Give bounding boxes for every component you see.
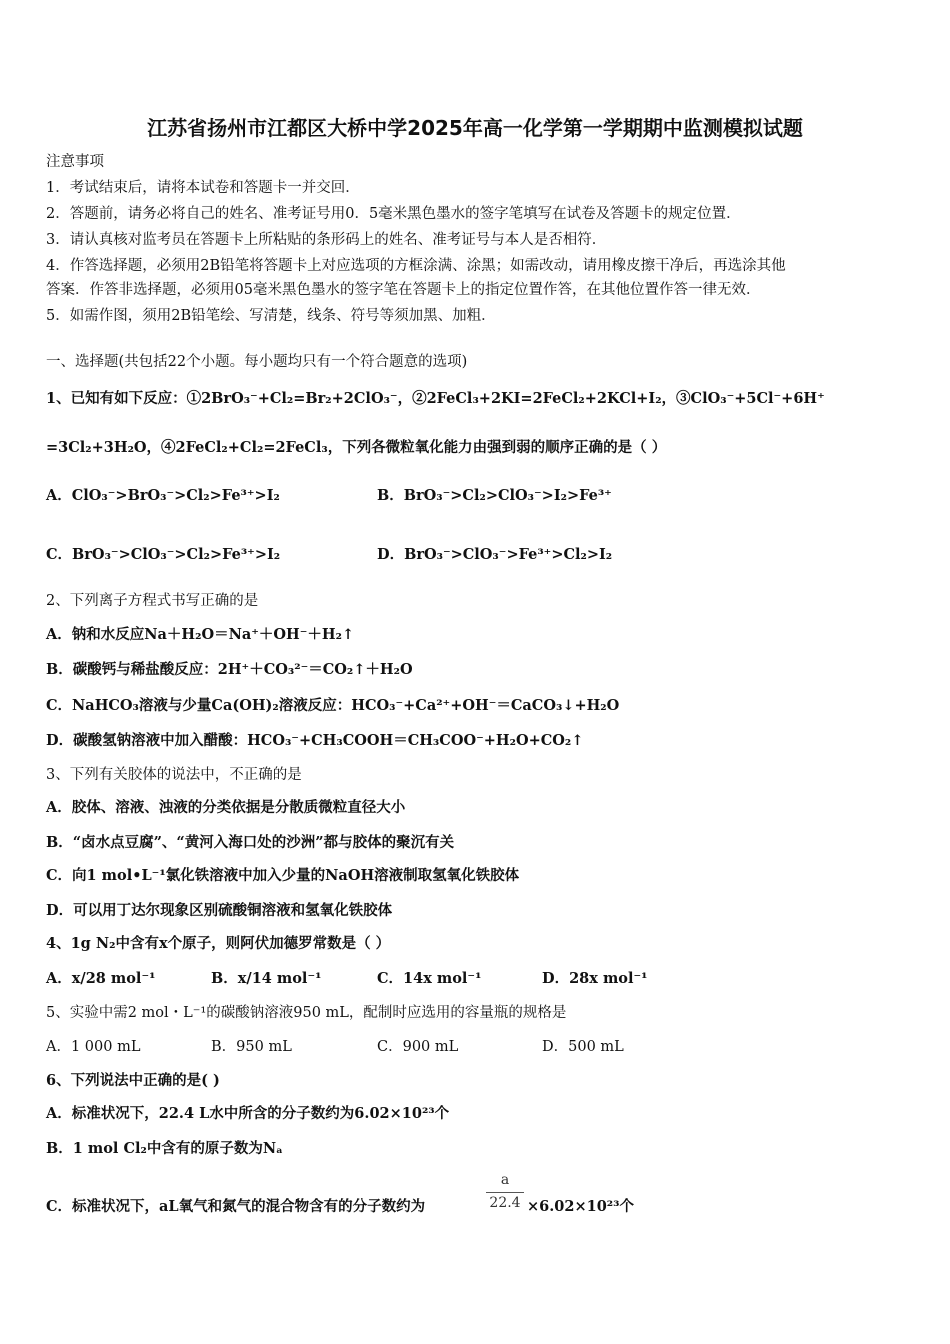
note-item: 4．作答选择题，必须用2B铅笔将答题卡上对应选项的方框涂满、涂黑；如需改动，请用橡皮擦干净后，再选涂其他 (46, 258, 786, 274)
q6-option-c: C．标准状况下，aL氧气和氮气的混合物含有的分子数约为 (46, 1198, 426, 1215)
fraction-denominator: 22.4 (489, 1195, 521, 1211)
q2-stem: 2、下列离子方程式书写正确的是 (46, 593, 259, 609)
q4-option-b: B．x/14 mol⁻¹ (211, 970, 322, 987)
q4-option-a: A．x/28 mol⁻¹ (46, 970, 156, 987)
q5-option-b: B．950 mL (211, 1039, 292, 1055)
q2-option-d: D．碳酸氢钠溶液中加入醋酸：HCO₃⁻+CH₃COOH＝CH₃COO⁻+H₂O+CO₂↑ (46, 732, 584, 749)
fraction-a-over-22-4 (486, 1172, 524, 1211)
fraction-numerator: a (500, 1172, 510, 1188)
q3-stem: 3、下列有关胶体的说法中，不正确的是 (46, 767, 302, 783)
q5-option-c: C．900 mL (377, 1039, 459, 1055)
note-item: 3．请认真核对监考员在答题卡上所粘贴的条形码上的姓名、准考证号与本人是否相符． (46, 232, 607, 248)
q4-option-d: D．28x mol⁻¹ (542, 970, 648, 987)
q1-option-a: A．ClO₃⁻>BrO₃⁻>Cl₂>Fe³⁺>I₂ (46, 487, 280, 504)
note-item: 1．考试结束后，请将本试卷和答题卡一并交回． (46, 180, 360, 196)
q2-option-c: C．NaHCO₃溶液与少量Ca(OH)₂溶液反应：HCO₃⁻+Ca²⁺+OH⁻＝CaCO₃↓+H₂O (46, 697, 620, 714)
q2-option-a: A．钠和水反应Na＋H₂O＝Na⁺＋OH⁻＋H₂↑ (46, 626, 355, 643)
note-item: 答案．作答非选择题，必须用05毫米黑色墨水的签字笔在答题卡上的指定位置作答，在其他位置作答一律无效． (46, 282, 761, 298)
q6-option-c-tail: ×6.02×10²³个 (527, 1198, 634, 1215)
note-item: 5．如需作图，须用2B铅笔绘、写清楚，线条、符号等须加黑、加粗． (46, 308, 496, 324)
fraction-bar (486, 1192, 524, 1193)
q2-option-b: B．碳酸钙与稀盐酸反应：2H⁺＋CO₃²⁻＝CO₂↑＋H₂O (46, 661, 413, 678)
q1-option-d: D．BrO₃⁻>ClO₃⁻>Fe³⁺>Cl₂>I₂ (377, 546, 613, 563)
q1-stem-line1: 1、已知有如下反应：①2BrO₃⁻+Cl₂=Br₂+2ClO₃⁻，②2FeCl₃+2KI=2FeCl₂+2KCl+I₂，③ClO₃⁻+5Cl⁻+6H⁺ (46, 390, 825, 407)
q4-option-c: C．14x mol⁻¹ (377, 970, 482, 987)
q6-option-a: A．标准状况下，22.4 L水中所含的分子数约为6.02×10²³个 (46, 1105, 450, 1122)
notes-heading: 注意事项 (46, 154, 104, 170)
q5-stem: 5、实验中需2 mol・L⁻¹的碳酸钠溶液950 mL，配制时应选用的容量瓶的规格是 (46, 1005, 567, 1021)
q6-stem: 6、下列说法中正确的是( ) (46, 1072, 220, 1089)
q3-option-a: A．胶体、溶液、浊液的分类依据是分散质微粒直径大小 (46, 799, 406, 816)
q5-option-d: D．500 mL (542, 1039, 624, 1055)
exam-title: 江苏省扬州市江都区大桥中学2025年高一化学第一学期期中监测模拟试题 (147, 116, 803, 140)
note-item: 2．答题前，请务必将自己的姓名、准考证号用0．5毫米黑色墨水的签字笔填写在试卷及答题卡的规定位置． (46, 206, 741, 222)
q4-stem: 4、1g N₂中含有x个原子，则阿伏加德罗常数是（ ） (46, 935, 391, 952)
q1-stem-line2: =3Cl₂+3H₂O，④2FeCl₂+Cl₂=2FeCl₃，下列各微粒氧化能力由强到弱的顺序正确的是（ ） (46, 439, 667, 456)
q3-option-b: B．“卤水点豆腐”、“黄河入海口处的沙洲”都与胶体的聚沉有关 (46, 834, 455, 851)
q1-option-c: C．BrO₃⁻>ClO₃⁻>Cl₂>Fe³⁺>I₂ (46, 546, 281, 563)
q3-option-c: C．向1 mol•L⁻¹氯化铁溶液中加入少量的NaOH溶液制取氢氧化铁胶体 (46, 867, 520, 884)
q6-option-b: B．1 mol Cl₂中含有的原子数为Nₐ (46, 1140, 283, 1157)
section-heading: 一、选择题(共包括22个小题。每小题均只有一个符合题意的选项) (46, 354, 468, 370)
q1-option-b: B．BrO₃⁻>Cl₂>ClO₃⁻>I₂>Fe³⁺ (377, 487, 612, 504)
q3-option-d: D．可以用丁达尔现象区别硫酸铜溶液和氢氧化铁胶体 (46, 902, 393, 919)
q5-option-a: A．1 000 mL (46, 1039, 141, 1055)
